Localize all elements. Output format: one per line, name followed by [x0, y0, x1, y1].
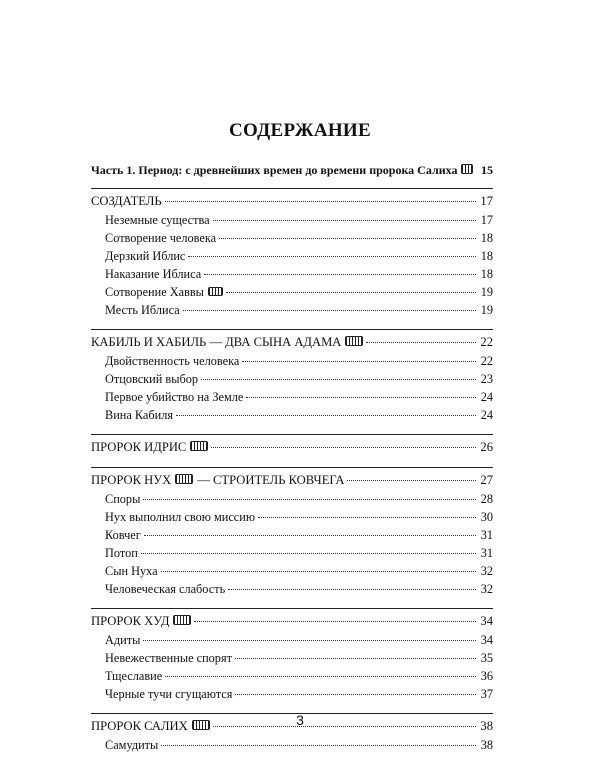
- toc-entry-page: 28: [480, 492, 493, 506]
- dot-leader: [188, 256, 476, 257]
- dot-leader: [235, 694, 476, 695]
- toc-entry-label: Наказание Иблиса: [105, 267, 202, 281]
- dot-leader: [219, 238, 476, 239]
- section-heading: [91, 332, 493, 352]
- dot-leader: [165, 676, 476, 677]
- toc-entry: [91, 301, 493, 319]
- section-heading-label: СОЗДАТЕЛЬ: [91, 194, 162, 208]
- toc-entry-page: 18: [480, 267, 493, 281]
- toc-entry-page: 18: [480, 249, 493, 263]
- toc-entry: [91, 685, 493, 703]
- toc-entry-label: Ковчег: [105, 528, 141, 542]
- toc-entry: [91, 211, 493, 229]
- section-heading: [91, 470, 493, 490]
- toc-entry: [91, 352, 493, 370]
- toc-entry-label: Сын Нуха: [105, 564, 158, 578]
- dot-leader: [144, 535, 476, 536]
- toc-entry-label: Тщеславие: [105, 669, 163, 683]
- toc-entry-page: 19: [480, 285, 493, 299]
- dot-leader: [213, 220, 476, 221]
- pbuh-ligature-icon: [345, 336, 363, 346]
- toc-entry: [91, 247, 493, 265]
- pbuh-ligature-icon: [175, 474, 193, 484]
- dot-leader: [246, 397, 476, 398]
- toc-entry: [91, 667, 493, 685]
- toc-entry-label: Адиты: [105, 633, 141, 647]
- dot-leader: [228, 589, 476, 590]
- dot-leader: [183, 310, 476, 311]
- dot-leader: [226, 292, 476, 293]
- toc-entry-page: 23: [480, 372, 493, 386]
- dot-leader: [258, 517, 476, 518]
- toc-entry-label: Сотворение человека: [105, 231, 217, 245]
- part-page: 15: [481, 163, 493, 177]
- toc-entry-page: 36: [480, 669, 493, 683]
- toc-section: [91, 608, 493, 703]
- toc-section: [91, 467, 493, 598]
- toc-entry-label: Невежественные спорят: [105, 651, 232, 665]
- toc-entry-label: Самудиты: [105, 738, 159, 752]
- dot-leader: [161, 571, 476, 572]
- toc-entry-page: 35: [480, 651, 493, 665]
- toc-entry-page: 30: [480, 510, 493, 524]
- page-title: СОДЕРЖАНИЕ: [229, 120, 371, 141]
- section-heading-label: ПРОРОК ХУД: [91, 614, 170, 628]
- section-heading-page: 17: [480, 194, 493, 208]
- dot-leader: [366, 342, 476, 343]
- table-of-contents: [91, 188, 493, 764]
- toc-entry: [91, 526, 493, 544]
- section-heading-page: 27: [480, 473, 493, 487]
- toc-entry: [91, 370, 493, 388]
- section-heading-label-continued: — СТРОИТЕЛЬ КОВЧЕГА: [197, 473, 345, 487]
- toc-entry: [91, 388, 493, 406]
- section-heading-page: 22: [480, 335, 493, 349]
- toc-entry: [91, 508, 493, 526]
- toc-entry: [91, 229, 493, 247]
- section-heading-label: ПРОРОК ИДРИС: [91, 440, 187, 454]
- toc-section: [91, 329, 493, 424]
- toc-entry-page: 22: [480, 354, 493, 368]
- toc-entry: [91, 490, 493, 508]
- toc-entry-label: Потоп: [105, 546, 138, 560]
- dot-leader: [201, 379, 476, 380]
- toc-entry-label: Человеческая слабость: [105, 582, 226, 596]
- dot-leader: [143, 499, 476, 500]
- dot-leader: [347, 480, 476, 481]
- pbuh-ligature-icon: [461, 164, 473, 174]
- toc-entry: [91, 649, 493, 667]
- toc-entry: [91, 736, 493, 754]
- toc-entry-label: Неземные существа: [105, 213, 210, 227]
- toc-entry-page: 19: [480, 303, 493, 317]
- section-heading: [91, 437, 493, 457]
- toc-entry-page: 31: [480, 546, 493, 560]
- dot-leader: [143, 640, 476, 641]
- dot-leader: [176, 415, 476, 416]
- toc-entry-page: 24: [480, 408, 493, 422]
- toc-entry-page: 31: [480, 528, 493, 542]
- toc-entry-label: Споры: [105, 492, 141, 506]
- section-heading-label: ПРОРОК НУХ: [91, 473, 172, 487]
- toc-entry-page: 38: [480, 738, 493, 752]
- section-heading-page: 34: [480, 614, 493, 628]
- toc-entry: [91, 631, 493, 649]
- toc-section: [91, 188, 493, 319]
- section-heading-label: ПРОРОК САЛИХ: [91, 719, 188, 733]
- dot-leader: [141, 553, 476, 554]
- dot-leader: [211, 447, 476, 448]
- toc-entry: [91, 544, 493, 562]
- page-number: 3: [296, 712, 304, 728]
- pbuh-ligature-icon: [208, 287, 223, 296]
- toc-entry-label: Нух выполнил свою миссию: [105, 510, 256, 524]
- toc-entry-label: Первое убийство на Земле: [105, 390, 244, 404]
- dot-leader: [194, 621, 476, 622]
- toc-section: [91, 434, 493, 457]
- toc-entry-label: Черные тучи сгущаются: [105, 687, 233, 701]
- toc-entry-page: 34: [480, 633, 493, 647]
- toc-entry: [91, 580, 493, 598]
- toc-entry-page: 24: [480, 390, 493, 404]
- toc-entry-label: Дерзкий Иблис: [105, 249, 186, 263]
- toc-entry-page: 32: [480, 564, 493, 578]
- toc-entry: [91, 283, 493, 301]
- toc-entry-page: 37: [480, 687, 493, 701]
- toc-entry-page: 32: [480, 582, 493, 596]
- section-heading-page: 38: [480, 719, 493, 733]
- section-heading: [91, 191, 493, 211]
- pbuh-ligature-icon: [190, 441, 208, 451]
- toc-entry: [91, 562, 493, 580]
- toc-entry: [91, 406, 493, 424]
- toc-entry-label: Отцовский выбор: [105, 372, 199, 386]
- dot-leader: [165, 201, 476, 202]
- section-heading-label: КАБИЛЬ И ХАБИЛЬ — ДВА СЫНА АДАМА: [91, 335, 342, 349]
- part-label: Часть 1. Период: с древнейших времен до времени пророка Салиха: [91, 163, 458, 177]
- toc-entry-label: Вина Кабиля: [105, 408, 174, 422]
- toc-entry-label: Месть Иблиса: [105, 303, 180, 317]
- dot-leader: [242, 361, 476, 362]
- toc-entry-page: 17: [480, 213, 493, 227]
- section-heading-page: 26: [480, 440, 493, 454]
- dot-leader: [235, 658, 476, 659]
- dot-leader: [161, 745, 476, 746]
- toc-entry: [91, 265, 493, 283]
- part-heading: [91, 163, 493, 178]
- section-heading: [91, 611, 493, 631]
- toc-entry-page: 18: [480, 231, 493, 245]
- toc-entry-label: Сотворение Хаввы: [105, 285, 204, 299]
- pbuh-ligature-icon: [173, 615, 191, 625]
- dot-leader: [204, 274, 476, 275]
- toc-entry-label: Двойственность человека: [105, 354, 240, 368]
